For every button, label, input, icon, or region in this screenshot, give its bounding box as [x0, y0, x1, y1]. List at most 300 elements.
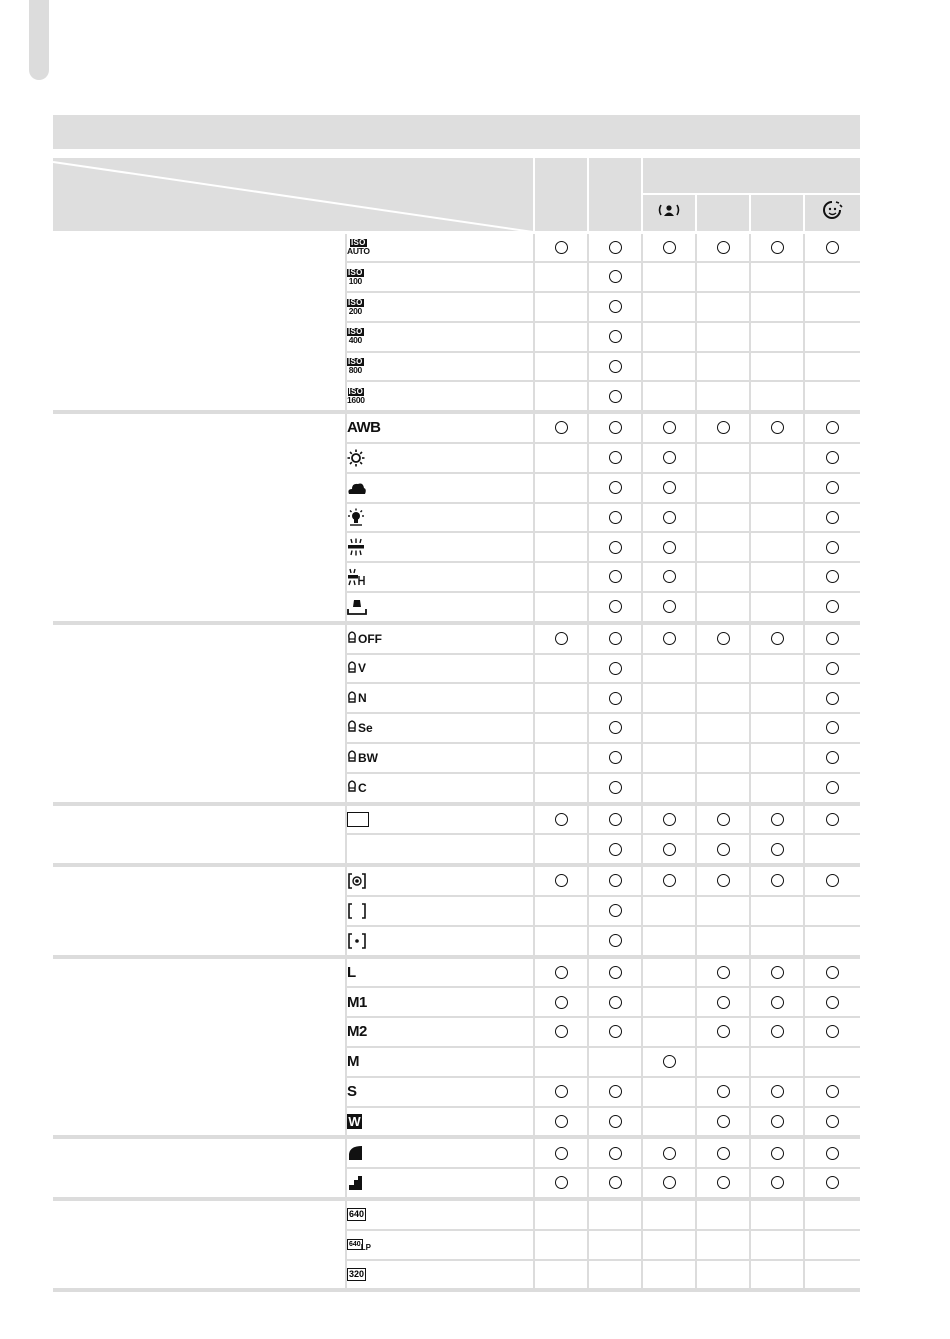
setting-icon-cell [346, 322, 534, 352]
available-circle-mark [826, 421, 839, 434]
quality-fine-icon [347, 1145, 365, 1161]
available-circle-mark [717, 632, 730, 645]
available-circle-mark [771, 996, 784, 1009]
availability-cell [750, 1107, 804, 1138]
availability-cell [534, 292, 588, 322]
available-circle-mark [609, 721, 622, 734]
availability-cell [750, 773, 804, 804]
availability-cell [696, 926, 750, 957]
size-medium-icon: M [347, 1053, 359, 1071]
availability-cell [642, 865, 696, 896]
availability-cell [804, 743, 860, 773]
availability-cell [534, 352, 588, 382]
available-circle-mark [717, 966, 730, 979]
availability-cell [696, 987, 750, 1017]
availability-cell [588, 381, 642, 412]
availability-cell [750, 1047, 804, 1077]
available-circle-mark [717, 1147, 730, 1160]
availability-cell [750, 713, 804, 743]
table-row [53, 865, 860, 896]
availability-cell [588, 322, 642, 352]
available-circle-mark [609, 632, 622, 645]
available-circle-mark [609, 1115, 622, 1128]
available-circle-mark [609, 570, 622, 583]
iso-800-icon: ISO 800 [348, 357, 363, 376]
table-row [53, 232, 860, 262]
setting-icon-cell [346, 804, 534, 835]
availability-cell [750, 896, 804, 926]
availability-cell [750, 381, 804, 412]
availability-cell [642, 683, 696, 713]
availability-cell [804, 896, 860, 926]
wb-custom-icon [347, 599, 367, 615]
availability-cell [696, 804, 750, 835]
availability-cell [642, 352, 696, 382]
availability-cell [804, 1017, 860, 1047]
availability-cell [588, 713, 642, 743]
function-category-cell [53, 232, 346, 412]
availability-cell [696, 834, 750, 865]
availability-cell [588, 1230, 642, 1260]
available-circle-mark [609, 541, 622, 554]
availability-cell [696, 1047, 750, 1077]
available-circle-mark [663, 421, 676, 434]
availability-cell [804, 1047, 860, 1077]
available-circle-mark [826, 541, 839, 554]
available-circle-mark [771, 1085, 784, 1098]
availability-cell [750, 743, 804, 773]
wb-tungsten-icon [347, 508, 365, 526]
setting-icon-cell [346, 834, 534, 865]
header-mode-column-2 [588, 158, 642, 232]
availability-cell [642, 1260, 696, 1291]
setting-icon-cell [346, 503, 534, 533]
header-diagonal-line [53, 158, 534, 234]
wb-fluorescent-icon [347, 538, 365, 556]
available-circle-mark [826, 813, 839, 826]
availability-cell [588, 503, 642, 533]
availability-cell [588, 773, 642, 804]
portrait-smile-icon [657, 202, 681, 218]
available-circle-mark [609, 511, 622, 524]
wb-cloudy-icon [347, 480, 367, 496]
availability-cell [588, 654, 642, 684]
availability-cell [750, 443, 804, 473]
function-category-cell [53, 804, 346, 866]
available-circle-mark [663, 241, 676, 254]
available-circle-mark [609, 692, 622, 705]
available-circle-mark [609, 600, 622, 613]
availability-cell [804, 592, 860, 623]
my-colors-off-icon: OFF [347, 631, 382, 646]
setting-icon-cell [346, 562, 534, 592]
available-circle-mark [826, 1147, 839, 1160]
wb-daylight-icon [347, 449, 365, 467]
available-circle-mark [663, 1147, 676, 1160]
available-circle-mark [609, 390, 622, 403]
availability-cell [804, 443, 860, 473]
availability-cell [750, 957, 804, 988]
table-row [53, 412, 860, 443]
setting-icon-cell [346, 473, 534, 503]
availability-cell [534, 926, 588, 957]
availability-cell [804, 1199, 860, 1230]
setting-icon-cell [346, 232, 534, 262]
availability-cell [642, 1137, 696, 1168]
header-self-timer-column [804, 194, 860, 232]
availability-cell [750, 1260, 804, 1291]
availability-cell [750, 592, 804, 623]
setting-icon-cell [346, 292, 534, 322]
availability-cell [750, 412, 804, 443]
availability-cell [534, 592, 588, 623]
availability-cell [534, 1168, 588, 1199]
availability-cell [642, 804, 696, 835]
header-scene-column-3 [750, 194, 804, 232]
availability-cell [588, 412, 642, 443]
size-widescreen-icon: W [348, 1113, 361, 1129]
available-circle-mark [609, 751, 622, 764]
availability-cell [534, 503, 588, 533]
available-circle-mark [609, 1025, 622, 1038]
availability-cell [750, 1199, 804, 1230]
availability-cell [534, 683, 588, 713]
my-colors-bw-icon: BW [347, 750, 378, 765]
availability-cell [534, 1260, 588, 1291]
availability-cell [534, 773, 588, 804]
setting-icon-cell [346, 532, 534, 562]
availability-cell [804, 683, 860, 713]
setting-icon-cell [346, 412, 534, 443]
availability-cell [642, 1077, 696, 1107]
setting-icon-cell [346, 1137, 534, 1168]
available-circle-mark [663, 481, 676, 494]
availability-cell [534, 322, 588, 352]
availability-cell [696, 654, 750, 684]
availability-cell [642, 232, 696, 262]
available-circle-mark [771, 241, 784, 254]
available-circle-mark [609, 451, 622, 464]
available-circle-mark [771, 632, 784, 645]
available-circle-mark [771, 421, 784, 434]
availability-cell [696, 232, 750, 262]
availability-cell [804, 532, 860, 562]
setting-icon-cell [346, 926, 534, 957]
available-circle-mark [826, 751, 839, 764]
availability-cell [696, 713, 750, 743]
my-colors-sepia-icon: Se [347, 720, 373, 735]
availability-cell [588, 1077, 642, 1107]
availability-cell [534, 532, 588, 562]
availability-cell [750, 865, 804, 896]
my-colors-neutral-icon: N [347, 691, 367, 706]
setting-icon-cell [346, 987, 534, 1017]
availability-cell [534, 804, 588, 835]
availability-cell [642, 926, 696, 957]
setting-icon-cell [346, 1260, 534, 1291]
availability-cell [642, 896, 696, 926]
available-circle-mark [771, 1147, 784, 1160]
availability-cell [588, 592, 642, 623]
available-circle-mark [609, 421, 622, 434]
availability-cell [750, 1230, 804, 1260]
availability-cell [696, 773, 750, 804]
availability-cell [804, 292, 860, 322]
available-circle-mark [826, 781, 839, 794]
availability-cell [642, 1230, 696, 1260]
available-circle-mark [609, 934, 622, 947]
availability-cell [534, 1077, 588, 1107]
availability-cell [696, 592, 750, 623]
availability-cell [696, 532, 750, 562]
availability-cell [642, 292, 696, 322]
availability-cell [588, 473, 642, 503]
availability-cell [588, 1137, 642, 1168]
availability-cell [696, 262, 750, 292]
availability-cell [804, 473, 860, 503]
quality-normal-icon [347, 1175, 365, 1191]
availability-cell [534, 865, 588, 896]
aspect-frame-icon [347, 812, 369, 827]
availability-cell [588, 1107, 642, 1138]
available-circle-mark [609, 996, 622, 1009]
available-circle-mark [555, 874, 568, 887]
setting-icon-cell [346, 1230, 534, 1260]
available-circle-mark [609, 843, 622, 856]
availability-cell [804, 352, 860, 382]
available-circle-mark [826, 721, 839, 734]
available-circle-mark [717, 421, 730, 434]
availability-cell [534, 654, 588, 684]
available-circle-mark [555, 966, 568, 979]
available-circle-mark [826, 874, 839, 887]
table-row [53, 1137, 860, 1168]
available-circle-mark [555, 1085, 568, 1098]
availability-cell [642, 381, 696, 412]
available-circle-mark [717, 996, 730, 1009]
availability-cell [534, 1137, 588, 1168]
self-timer-face-icon [822, 200, 844, 220]
available-circle-mark [609, 1085, 622, 1098]
availability-cell [696, 562, 750, 592]
availability-cell [804, 1137, 860, 1168]
availability-cell [804, 1168, 860, 1199]
availability-cell [750, 1137, 804, 1168]
availability-cell [804, 654, 860, 684]
availability-cell [588, 865, 642, 896]
my-colors-vivid-icon: V [347, 661, 366, 676]
availability-cell [696, 896, 750, 926]
size-medium1-icon: M1 [347, 993, 367, 1011]
availability-cell [804, 232, 860, 262]
available-circle-mark [555, 1147, 568, 1160]
availability-cell [534, 896, 588, 926]
availability-cell [750, 926, 804, 957]
availability-cell [642, 262, 696, 292]
movie-320-icon: 320 [349, 1268, 365, 1279]
available-circle-mark [717, 1176, 730, 1189]
availability-cell [642, 1047, 696, 1077]
setting-icon-cell [346, 896, 534, 926]
availability-cell [804, 1077, 860, 1107]
available-circle-mark [555, 1176, 568, 1189]
movie-640-lp-icon: 640 LP [349, 1240, 371, 1253]
availability-cell [534, 1047, 588, 1077]
availability-cell [804, 1260, 860, 1291]
setting-icon-cell [346, 623, 534, 654]
available-circle-mark [826, 241, 839, 254]
availability-cell [534, 1199, 588, 1230]
availability-cell [588, 957, 642, 988]
function-availability-table [53, 158, 860, 1292]
availability-cell [696, 473, 750, 503]
availability-cell [534, 232, 588, 262]
available-circle-mark [663, 813, 676, 826]
setting-icon-cell [346, 1077, 534, 1107]
availability-cell [642, 443, 696, 473]
availability-cell [696, 503, 750, 533]
availability-cell [588, 683, 642, 713]
available-circle-mark [826, 996, 839, 1009]
available-circle-mark [826, 692, 839, 705]
available-circle-mark [609, 874, 622, 887]
availability-cell [588, 1168, 642, 1199]
available-circle-mark [663, 1055, 676, 1068]
availability-cell [750, 654, 804, 684]
availability-cell [804, 1107, 860, 1138]
availability-cell [804, 562, 860, 592]
availability-cell [588, 987, 642, 1017]
availability-cell [642, 654, 696, 684]
availability-cell [696, 623, 750, 654]
available-circle-mark [771, 813, 784, 826]
availability-cell [534, 957, 588, 988]
availability-cell [642, 1199, 696, 1230]
availability-cell [696, 412, 750, 443]
setting-icon-cell [346, 262, 534, 292]
available-circle-mark [826, 632, 839, 645]
availability-cell [750, 1168, 804, 1199]
available-circle-mark [609, 813, 622, 826]
availability-cell [642, 743, 696, 773]
wb-fluorescent-h-icon [347, 568, 365, 586]
setting-icon-cell [346, 713, 534, 743]
metering-center-weighted-icon [347, 902, 367, 920]
available-circle-mark [826, 1115, 839, 1128]
iso-200-icon: ISO 200 [348, 297, 363, 316]
availability-cell [642, 1107, 696, 1138]
availability-cell [642, 834, 696, 865]
available-circle-mark [826, 481, 839, 494]
available-circle-mark [555, 421, 568, 434]
available-circle-mark [771, 966, 784, 979]
availability-cell [750, 352, 804, 382]
availability-cell [804, 987, 860, 1017]
header-corner [53, 158, 534, 232]
available-circle-mark [663, 600, 676, 613]
iso-400-icon: ISO 400 [348, 327, 363, 346]
availability-cell [696, 1260, 750, 1291]
availability-cell [534, 473, 588, 503]
available-circle-mark [717, 1025, 730, 1038]
setting-icon-cell [346, 1199, 534, 1230]
available-circle-mark [609, 781, 622, 794]
availability-cell [804, 957, 860, 988]
availability-cell [804, 322, 860, 352]
availability-cell [696, 1168, 750, 1199]
availability-cell [804, 623, 860, 654]
available-circle-mark [609, 330, 622, 343]
availability-cell [696, 957, 750, 988]
availability-cell [588, 262, 642, 292]
availability-cell [534, 743, 588, 773]
availability-cell [534, 1107, 588, 1138]
setting-icon-cell [346, 654, 534, 684]
availability-cell [588, 292, 642, 322]
available-circle-mark [771, 1176, 784, 1189]
availability-cell [534, 1017, 588, 1047]
available-circle-mark [663, 451, 676, 464]
availability-cell [750, 623, 804, 654]
availability-cell [804, 412, 860, 443]
availability-cell [642, 957, 696, 988]
availability-cell [642, 562, 696, 592]
available-circle-mark [826, 451, 839, 464]
metering-evaluative-icon [347, 872, 367, 890]
availability-cell [642, 532, 696, 562]
page-tab-marker [29, 0, 49, 80]
setting-icon-cell [346, 865, 534, 896]
size-medium2-icon: M2 [347, 1023, 367, 1041]
table-title-bar [53, 115, 860, 149]
availability-cell [750, 1077, 804, 1107]
availability-cell [588, 1199, 642, 1230]
available-circle-mark [555, 1115, 568, 1128]
available-circle-mark [826, 1085, 839, 1098]
availability-cell [642, 773, 696, 804]
function-category-cell [53, 623, 346, 804]
available-circle-mark [555, 996, 568, 1009]
availability-cell [696, 1137, 750, 1168]
function-category-cell [53, 865, 346, 956]
available-circle-mark [609, 360, 622, 373]
function-category-cell [53, 1199, 346, 1290]
function-category-cell [53, 957, 346, 1138]
availability-cell [750, 262, 804, 292]
available-circle-mark [717, 241, 730, 254]
availability-cell [588, 623, 642, 654]
header-scene-group [642, 158, 860, 194]
availability-cell [696, 1017, 750, 1047]
availability-cell [534, 262, 588, 292]
setting-icon-cell [346, 1017, 534, 1047]
availability-cell [804, 926, 860, 957]
availability-cell [750, 683, 804, 713]
availability-cell [696, 443, 750, 473]
available-circle-mark [663, 511, 676, 524]
availability-cell [750, 532, 804, 562]
header-portrait-column [642, 194, 696, 232]
availability-cell [588, 352, 642, 382]
availability-cell [696, 1230, 750, 1260]
availability-cell [750, 322, 804, 352]
available-circle-mark [609, 270, 622, 283]
setting-icon-cell [346, 1107, 534, 1138]
iso-1600-icon: ISO 1600 [347, 386, 365, 405]
availability-cell [534, 713, 588, 743]
availability-cell [696, 1077, 750, 1107]
available-circle-mark [663, 874, 676, 887]
